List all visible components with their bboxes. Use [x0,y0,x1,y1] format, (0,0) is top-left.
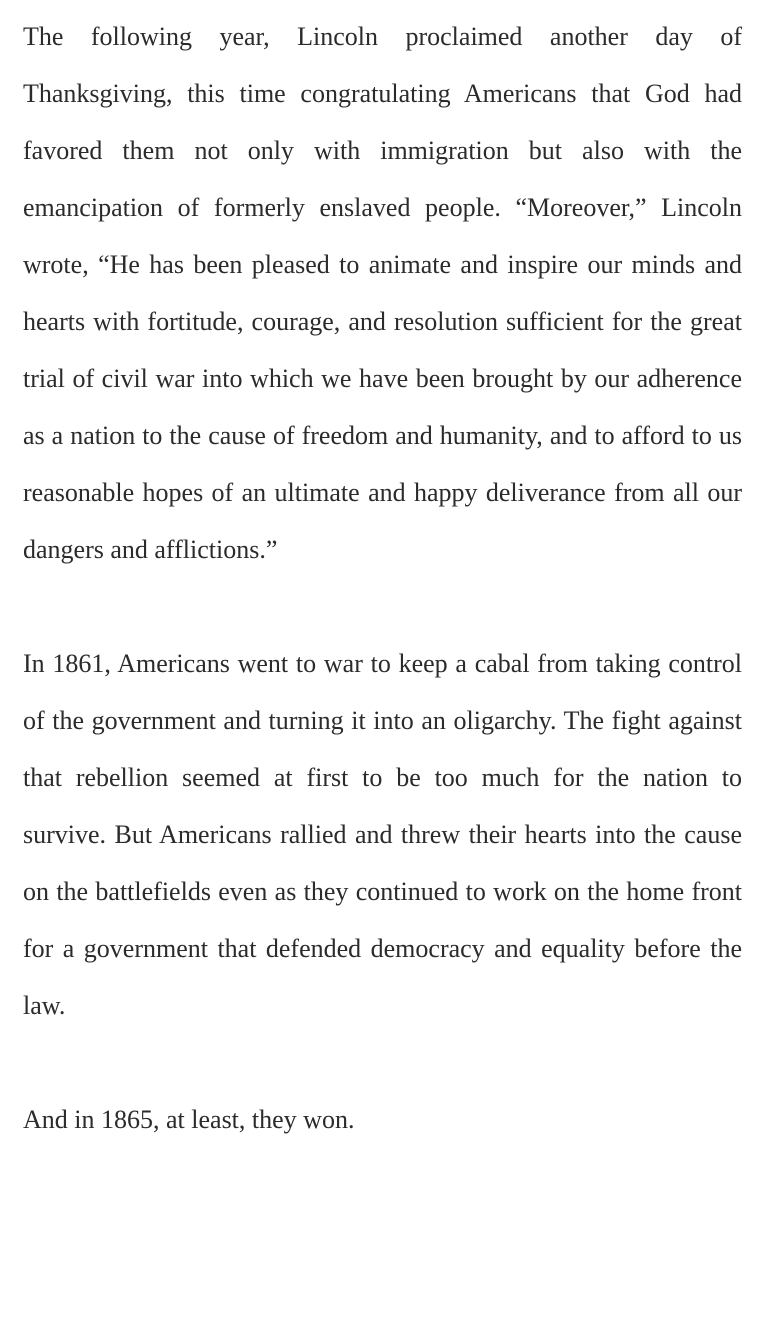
paragraph-lincoln-thanksgiving: The following year, Lincoln proclaimed another day of Thanksgiving, this time congratulating Americans that God had favored them not only with immigration but also with the emancipation of formerly enslaved people. “Moreover,” Lincoln wrote, “He has been pleased to animate and inspire our minds and hearts with fortitude, courage, and resolution sufficient for the great trial of civil war into which we have been brought by our adherence as a nation to the cause of freedom and humanity, and to afford to us reasonable hopes of an ultimate and happy deliverance from all our dangers and afflictions.” [23,22,742,564]
paragraph-1861-war: In 1861, Americans went to war to keep a cabal from taking control of the government and turning it into an oligarchy. The fight against that rebellion seemed at first to be too much for the nation to survive. But Americans rallied and threw their hearts into the cause on the battlefields even as they continued to work on the home front for a government that defended democracy and equality before the law. [23,649,742,1020]
paragraph-1865-won: And in 1865, at least, they won. [23,1105,355,1134]
